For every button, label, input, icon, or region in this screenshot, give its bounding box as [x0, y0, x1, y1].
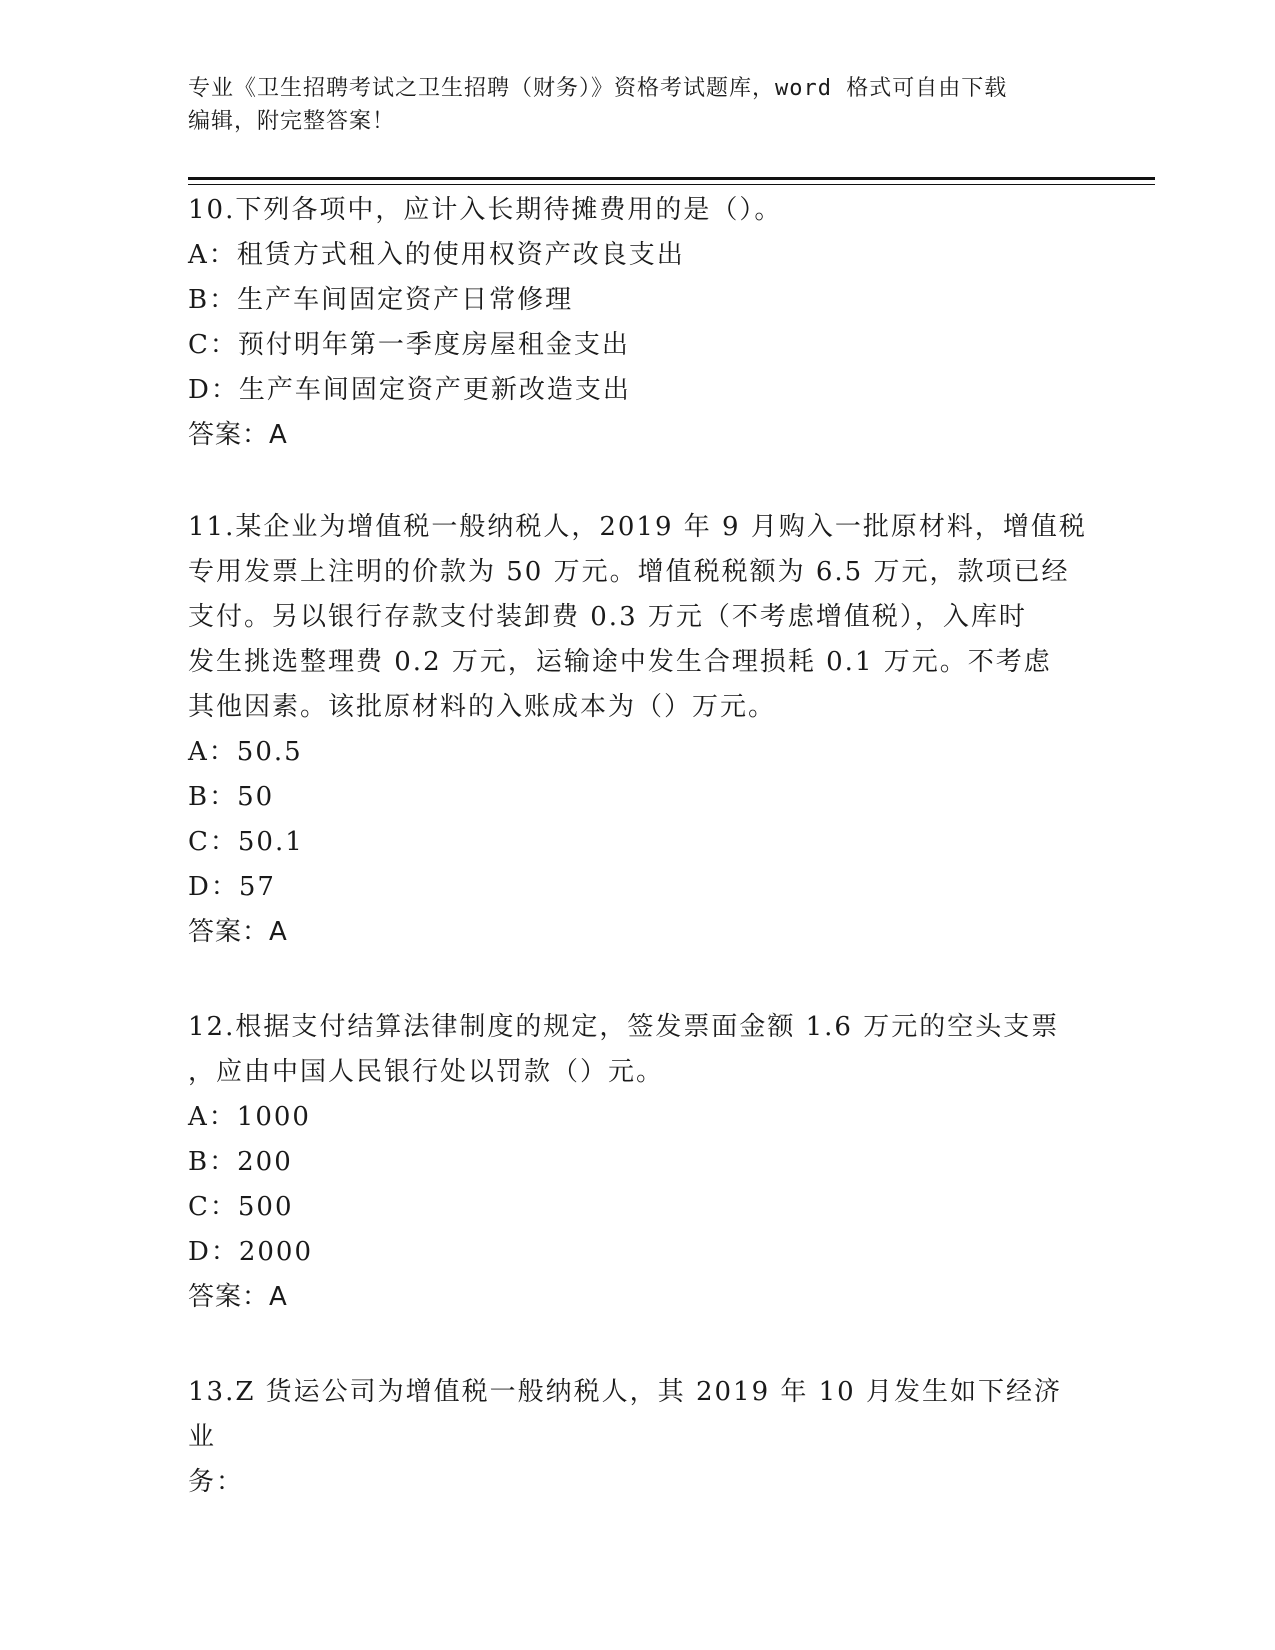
answer: 答案：A [188, 420, 288, 450]
answer: 答案：A [188, 917, 288, 947]
stem-line: 11.某企业为增值税一般纳税人，2019 年 9 月购入一批原材料，增值税 [188, 512, 1087, 542]
question-stem [188, 188, 1088, 233]
question-13 [188, 1370, 1088, 1505]
stem-line: 其他因素。该批原材料的入账成本为（）万元。 [188, 692, 777, 722]
stem-line: 发生挑选整理费 0.2 万元，运输途中发生合理损耗 0.1 万元。不考虑 [188, 647, 1052, 677]
option-b: B：生产车间固定资产日常修理 [188, 285, 574, 315]
stem-line: 专用发票上注明的价款为 50 万元。增值税税额为 6.5 万元，款项已经 [188, 557, 1070, 587]
header-divider-thick [188, 177, 1155, 180]
option-d: D：生产车间固定资产更新改造支出 [188, 375, 631, 405]
option-a: A：50.5 [188, 737, 303, 767]
option-a: A：1000 [188, 1102, 311, 1132]
question-stem [188, 505, 1088, 730]
answer: 答案：A [188, 1282, 288, 1312]
question-10 [188, 188, 1088, 458]
stem-line: ，应由中国人民银行处以罚款（）元。 [188, 1057, 665, 1087]
question-11 [188, 505, 1088, 955]
stem-line: 支付。另以银行存款支付装卸费 0.3 万元（不考虑增值税），入库时 [188, 602, 1027, 632]
option-d: D：57 [188, 872, 276, 902]
stem-line: 10.下列各项中，应计入长期待摊费用的是（）。 [188, 195, 783, 225]
option-d: D：2000 [188, 1237, 314, 1267]
option-b: B：50 [188, 782, 275, 812]
option-a: A：租赁方式租入的使用权资产改良支出 [188, 240, 685, 270]
document-header [188, 72, 1068, 138]
stem-line: 13.Z 货运公司为增值税一般纳税人，其 2019 年 10 月发生如下经济业 [188, 1377, 1062, 1452]
question-stem [188, 1370, 1088, 1505]
header-line-2: 编辑，附完整答案！ [188, 109, 396, 134]
header-divider-thin [188, 184, 1155, 185]
stem-line: 务： [188, 1467, 245, 1497]
option-b: B：200 [188, 1147, 293, 1177]
header-line-1: 专业《卫生招聘考试之卫生招聘（财务）》资格考试题库，word 格式可自由下载 [188, 76, 1008, 101]
question-stem [188, 1005, 1088, 1095]
option-c: C：500 [188, 1192, 294, 1222]
stem-line: 12.根据支付结算法律制度的规定，签发票面金额 1.6 万元的空头支票 [188, 1012, 1060, 1042]
option-c: C：预付明年第一季度房屋租金支出 [188, 330, 630, 360]
question-12 [188, 1005, 1088, 1320]
option-c: C：50.1 [188, 827, 304, 857]
